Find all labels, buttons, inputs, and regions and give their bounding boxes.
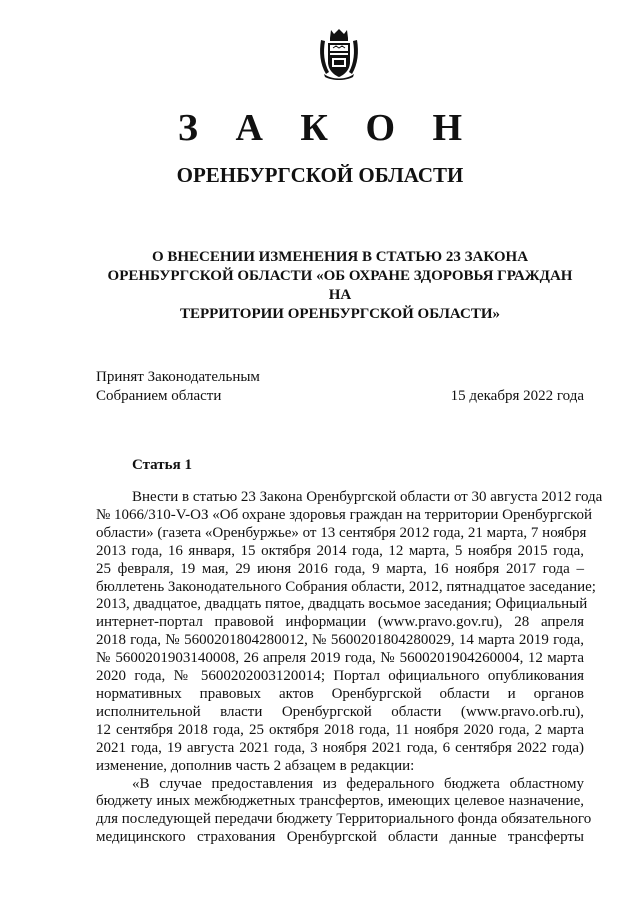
text-line: № 1066/310-V-ОЗ «Об охране здоровья граждан на территории Оренбургской (96, 506, 593, 523)
text-line: 2013, двадцатое, двадцать пятое, двадцать восьмое заседания; Официальный (96, 596, 588, 613)
law-subject (96, 248, 584, 324)
law-title: З А К О Н (177, 107, 477, 149)
adoption-line: Собранием области (96, 388, 222, 404)
text-line: 12 сентября 2018 года, 25 октября 2018 года, 11 ноября 2020 года, 2 марта (96, 721, 584, 738)
text-line: области» (газета «Оренбуржье» от 13 сентября 2012 года, 21 марта, 7 ноября (96, 524, 587, 541)
text-line: исполнительной власти Оренбургской области (www.pravo.orb.ru), (96, 703, 584, 720)
text-line: «В случае предоставления из федерального бюджета областному (132, 775, 584, 792)
text-line: интернет-портал правовой информации (www.pravo.gov.ru), 28 апреля (96, 614, 584, 631)
text-line: 2020 года, № 5600202003120014; Портал официального опубликования (96, 668, 584, 685)
text-line: для последующей передачи бюджету Территориального фонда обязательного (96, 811, 592, 828)
subject-line: ТЕРРИТОРИИ ОРЕНБУРГСКОЙ ОБЛАСТИ» (179, 306, 501, 322)
text-line: 2018 года, № 5600201804280012, № 5600201804280029, 14 марта 2019 года, (96, 632, 584, 649)
text-line: 2013 года, 16 января, 15 октября 2014 года, 12 марта, 5 ноября 2015 года, (96, 542, 584, 559)
text-line: 25 февраля, 19 мая, 29 июня 2016 года, 9 марта, 16 ноября 2017 года – (96, 560, 584, 577)
article-heading: Статья 1 (132, 457, 192, 473)
text-line: бюджету иных межбюджетных трансфертов, имеющих целевое назначение, (96, 793, 584, 810)
text-line: медицинского страхования Оренбургской области данные трансферты (96, 829, 584, 846)
subject-line: ОРЕНБУРГСКОЙ ОБЛАСТИ «ОБ ОХРАНЕ ЗДОРОВЬЯ ГРАЖДАН НА (107, 268, 573, 303)
text-line: нормативных правовых актов Оренбургской области и органов (96, 685, 584, 702)
text-line: изменение, дополнив часть 2 абзацем в редакции: (96, 757, 415, 774)
adoption-line: Принят Законодательным (96, 369, 260, 385)
subject-line: О ВНЕСЕНИИ ИЗМЕНЕНИЯ В СТАТЬЮ 23 ЗАКОНА (151, 249, 529, 265)
adoption-info (96, 368, 356, 406)
text-line: 2021 года, 19 августа 2021 года, 3 ноября 2021 года, 6 сентября 2022 года) (96, 739, 584, 756)
adoption-date: 15 декабря 2022 года (450, 388, 584, 404)
text-line: № 5600201903140008, 26 апреля 2019 года, № 5600201904260004, 12 марта (96, 650, 584, 667)
region-name: ОРЕНБУРГСКОЙ ОБЛАСТИ (176, 163, 464, 187)
text-line: бюллетень Законодательного Собрания области, 2012, пятнадцатое заседание; (96, 578, 596, 595)
article-body (96, 489, 603, 847)
coat-of-arms-icon (318, 28, 360, 80)
text-line: Внести в статью 23 Закона Оренбургской области от 30 августа 2012 года (132, 489, 603, 505)
